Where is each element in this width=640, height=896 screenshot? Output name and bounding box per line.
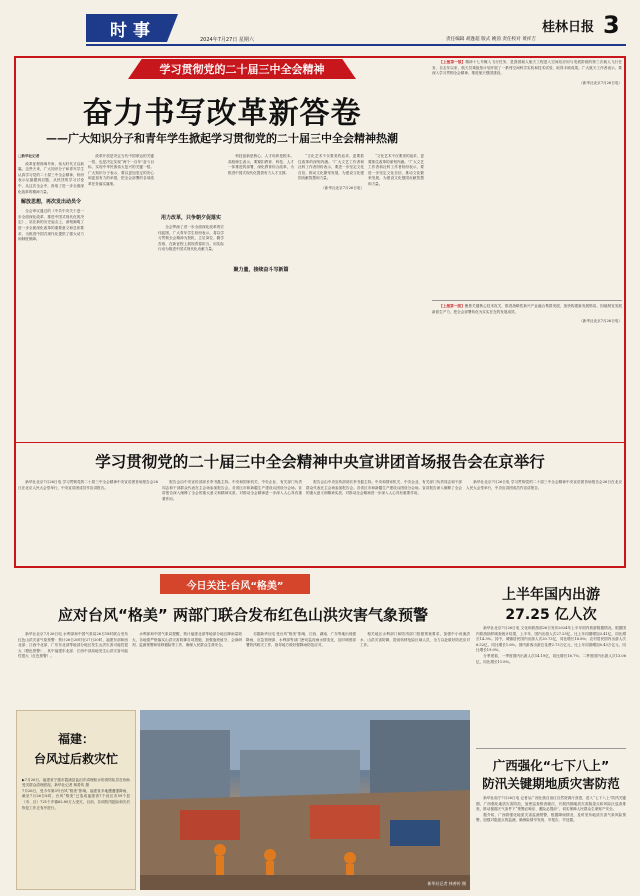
photo-credit: 新华社记者 林善传 摄 bbox=[427, 881, 466, 886]
continued-body-2: 聚焦关键核心技术攻关，推进战略性新兴产业融合集群发展，加快构建新发展格局，因地制宜发展新质生产力，把全会部署转化为实实在在的发展成效。 bbox=[432, 304, 622, 314]
lead-column-6-body: “文化艺术不仅要美的追求，更要抓住改革的深刻内涵。”广大文艺工作者和社科工作者纷纷表示，要进一步坚定文化自信，推动文化繁荣发展，为建设文化强国贡献智慧和力量。 bbox=[368, 154, 424, 186]
date-line: 2024年7月27日 星期六 bbox=[200, 37, 254, 43]
continued-story-1 bbox=[432, 60, 622, 300]
lead-column-5 bbox=[298, 154, 364, 436]
lead-column-2 bbox=[88, 154, 154, 436]
continued-body-1: 精神十七号概入飞行任务，是我国载人航天工程进入空间站应用与发展阶段的第三次载人飞行任务，自去年以来，航天员乘组按计划开展了一系列空间科学实验和技术试验，取得丰硕成果。广大航天工作者表示，要深入学习贯彻全会精神，推进航天强国建设。 bbox=[432, 60, 622, 76]
continued-label-1: 【上接第一版】 bbox=[439, 60, 466, 64]
right-story-1-para-1: 新华社北京7月26日电 文化和旅游部26日发布2024年上半年国内旅游数据情况。根据国内旅游抽样调查统计结果，上半年，国内出游人次27.25亿，比上年同期增加3.41亿，同比增长14.3%。其中，城镇居民国内出游人次20.73亿，同比增长18.8%；农村居民国内出游人次6.52亿，同比增长1.6%。国内游客出游总花费2.73万亿元，比上年同期增加0.43万亿元，同比增长19.0%。 bbox=[476, 626, 626, 653]
lead-column-4-body: 科技创新是核心，人才培养是根本。高校师生表示，要紧扣教育、科技、人才一体推进的部署，深化教育综合改革，为推进中国式现代化提供有力人才支撑。 bbox=[228, 154, 294, 175]
page-number: 3 bbox=[603, 11, 620, 39]
lead-subhead-3: 聚力量，接续奋斗写新篇 bbox=[233, 267, 289, 274]
flood-rescue-photo-art bbox=[140, 710, 470, 890]
continued-credit-1: （新华社北京7月26日电） bbox=[579, 80, 622, 85]
story-2-lead-body: 新华社北京7月26日电 学习贯彻党的二十届三中全会精神中央宣讲团首场报告会26日在北京人民大会堂举行，中央宣讲团成员作宣讲报告。 bbox=[18, 480, 158, 490]
continued-credit-2: （新华社北京7月26日电） bbox=[579, 319, 622, 324]
masthead bbox=[0, 0, 640, 58]
fujian-caption-text: ▶7月26日，福建省宁德市霞浦县盐田乡清理积水的消防队员在协助受灾群众清理淤泥。新华社记者 林善传 摄 7月26日，受今年第3号台风“格美”影响，福建省多地遭遇强降雨，截至7月26日8时，台风“格美”已造成福建省7个设区市59个县（市、区）721个乡镇62.80万人受灾，目前，各项防汛抢险和灾后恢复工作正有序进行。 bbox=[22, 777, 130, 810]
typhoon-banner: 今日关注·台风“格美” bbox=[186, 581, 284, 592]
headline-2: 学习贯彻党的二十届三中全会精神中央宣讲团首场报告会在京举行 bbox=[95, 453, 545, 471]
story-2-col-2 bbox=[162, 480, 302, 564]
lead-column-1 bbox=[18, 154, 84, 436]
right-story-1-para-2: 分季度看，一季度国内出游人次14.19亿，同比增长16.7%；二季度国内出游人次13.06亿，同比增长11.8%。 bbox=[476, 653, 626, 664]
headline-2-rule bbox=[16, 442, 624, 443]
lead-headline: 奋力书写改革新答卷 bbox=[82, 96, 362, 131]
lead-column-5-credit: （新华社北京7月26日电） bbox=[321, 185, 364, 190]
typhoon-col-1-body: 新华社北京7月26日电 水利部和中国气象局26日18时联合发布红色山洪灾害气象预警：预计26日20时至27日20时，福建东部和西北部、江西中北部、广东东北部等地部分地区发生山洪灾害可能性很大（橙色预警），其中福建东北部、江西中部局地发生山洪灾害可能性很大（红色预警）。 bbox=[18, 632, 128, 659]
fujian-caption bbox=[22, 772, 130, 882]
continued-story-2 bbox=[432, 304, 622, 436]
right-story-1-body bbox=[476, 626, 626, 746]
right-story-2-para-2: 据介绍，广西将强化地质灾害监测预警，根据降雨情况，及时发布地质灾害气象风险预警，加强对隐患点的监测，确保险情早发现、早报告、早处置。 bbox=[476, 812, 626, 823]
right-story-2-headline-1: 广西强化“七下八上” bbox=[492, 758, 610, 773]
lead-column-5-body: “文化艺术不仅要美的追求，更要抓住改革的深刻内涵。”广大文艺工作者和社科工作者纷纷表示，要进一步坚定文化自信，推动文化繁荣发展，为建设文化强国贡献智慧和力量。 bbox=[298, 154, 364, 181]
lead-column-2-body: 改革开放是决定当代中国命运的关键一招，也是决定实现“两个一百年”奋斗目标、实现中华民族伟大复兴的关键一招。广大知识分子表示，要以更加坚定的决心和更加有力的举措，把全会部署的各项改革任务落实落细。 bbox=[88, 154, 154, 186]
story-2-col-4-body: 新华社北京7月26日电 学习贯彻党的二十届三中全会精神中央宣讲团首场报告会26日在北京人民大会堂举行，中央宣讲团成员作宣讲报告。 bbox=[466, 480, 622, 490]
lead-column-6 bbox=[368, 154, 424, 436]
lead-column-3 bbox=[158, 154, 224, 436]
masthead-rule bbox=[86, 44, 626, 46]
right-divider bbox=[476, 748, 626, 749]
paper-name: 桂林日报 bbox=[542, 20, 595, 35]
typhoon-col-3-body: 另据新华社电 受台风“格美”影响，江西、湖南、广东等地出现强降雨，应急管理部、水利部等部门密切监视雨水情变化，及时调度部署防汛救灾工作，指导地方做好强降雨防范应对。 bbox=[246, 632, 356, 648]
lead-subhead-1: 解放思想，再次发出动员令 bbox=[20, 199, 81, 206]
story-2-col-2-body: 报告会由中央宣传部部长李书磊主持。中央和国家机关、中央企业、有关部门负责同志和干部群众代表在主会场参加报告会。各省区市和新疆生产建设兵团设分会场。宣讲报告深入阐释了全会的重大意义和精神实质，对推动全会精神进一步深入人心具有重要作用。 bbox=[162, 480, 302, 501]
lead-subhead-2: 用力改革，只争朝夕促落实 bbox=[160, 215, 221, 221]
lead-column-3-body: 全会擘画了进一步全面深化改革的宏伟蓝图，广大青年学生纷纷表示，将以学习贯彻全会精神为契机，立足岗位、勤学苦练，在新征程上展现青春担当，用实际行动为推进中国式现代化贡献力量。 bbox=[158, 225, 224, 252]
story-2-lead bbox=[18, 480, 158, 564]
right-story-1-headline-1: 上半年国内出游 bbox=[502, 587, 600, 603]
flood-rescue-photo bbox=[140, 710, 470, 890]
typhoon-col-3 bbox=[246, 632, 356, 704]
continued-label-2: 【上接第一版】 bbox=[439, 304, 465, 308]
right-story-2-body bbox=[476, 796, 626, 892]
fujian-title: 福建： bbox=[57, 732, 94, 746]
section-tab-title: 时事 bbox=[110, 21, 156, 41]
topic-banner-text: 学习贯彻党的二十届三中全会精神 bbox=[159, 63, 325, 76]
story-2-col-4 bbox=[466, 480, 622, 564]
right-story-1-headline-2: 27.25 亿人次 bbox=[505, 607, 597, 623]
right-story-2-headline-2: 防汛关键期地质灾害防范 bbox=[482, 776, 620, 791]
right-story-2-para-1: 新华社南宁7月26日电 记者从广西壮族自治区自然资源厅获悉，进入“七下八上”防汛关键期，广西强化地质灾害防范，加密巡查排查频次，开展汛期地质灾害隐患点和风险区巡查排查，推动极端天气条件下“预警必响应、避险必提前”，切实保障人民群众生命财产安全。 bbox=[476, 796, 626, 812]
lead-column-1-body: 全会审议通过的《中共中央关于进一步全面深化改革、推进中国式现代化的决定》，站在新的历史起点上，深刻阐明了进一步全面深化改革的重要意义和总体要求，为推进中国式现代化提供了强大动力和制度保障。 bbox=[18, 209, 84, 242]
lead-column-4 bbox=[228, 154, 294, 436]
typhoon-headline: 应对台风“格美” 两部门联合发布红色山洪灾害气象预警 bbox=[58, 606, 428, 624]
lead-intro: 改革征程再响号角，伟大时代又启新篇。这些天来，广大知识分子和青年学生认真学习党的二十届三中全会精神，纷纷表示从搞题到启题，从热烈的学习讨论中，从这次全会中，汲取了进一步全面深化改革的精神力量。 bbox=[18, 161, 84, 194]
lead-divider bbox=[432, 300, 622, 301]
typhoon-col-4 bbox=[360, 632, 470, 704]
lead-byline: □新华社记者 bbox=[18, 154, 40, 158]
story-2-col-3-body: 报告会由中央宣传部部长李书磊主持。中央和国家机关、中央企业、有关部门负责同志和干部群众代表在主会场参加报告会。各省区市和新疆生产建设兵团设分会场。宣讲报告深入阐释了全会的重大意义和精神实质，对推动全会精神进一步深入人心具有重要作用。 bbox=[306, 480, 462, 496]
typhoon-col-4-body: 相关地区水利部门和防汛部门按照预案要求，加强中小河流洪水、山洪灾害防御，提前转移危险区域人员，全力以赴做好防范应对工作。 bbox=[360, 632, 470, 648]
fujian-subtitle: 台风过后救灾忙 bbox=[33, 752, 118, 766]
editors-line: 责任编辑 胡逢超 版式 姚茵 责任校对 黄祥吉 bbox=[446, 37, 536, 42]
lead-subheadline: ——广大知识分子和青年学生掀起学习贯彻党的二十届三中全会精神热潮 bbox=[46, 132, 398, 145]
typhoon-col-2-body: 水利部和中国气象局提醒，预计福建北部等地部分地区降雨量较大，各地需严格落实山洪灾害防御各项措施，加强值班值守、会商研判、监测预警和转移避险等工作，确保人民群众生命安全。 bbox=[132, 632, 242, 648]
typhoon-col-1 bbox=[18, 632, 128, 704]
story-2-col-3 bbox=[306, 480, 462, 564]
typhoon-col-2 bbox=[132, 632, 242, 704]
